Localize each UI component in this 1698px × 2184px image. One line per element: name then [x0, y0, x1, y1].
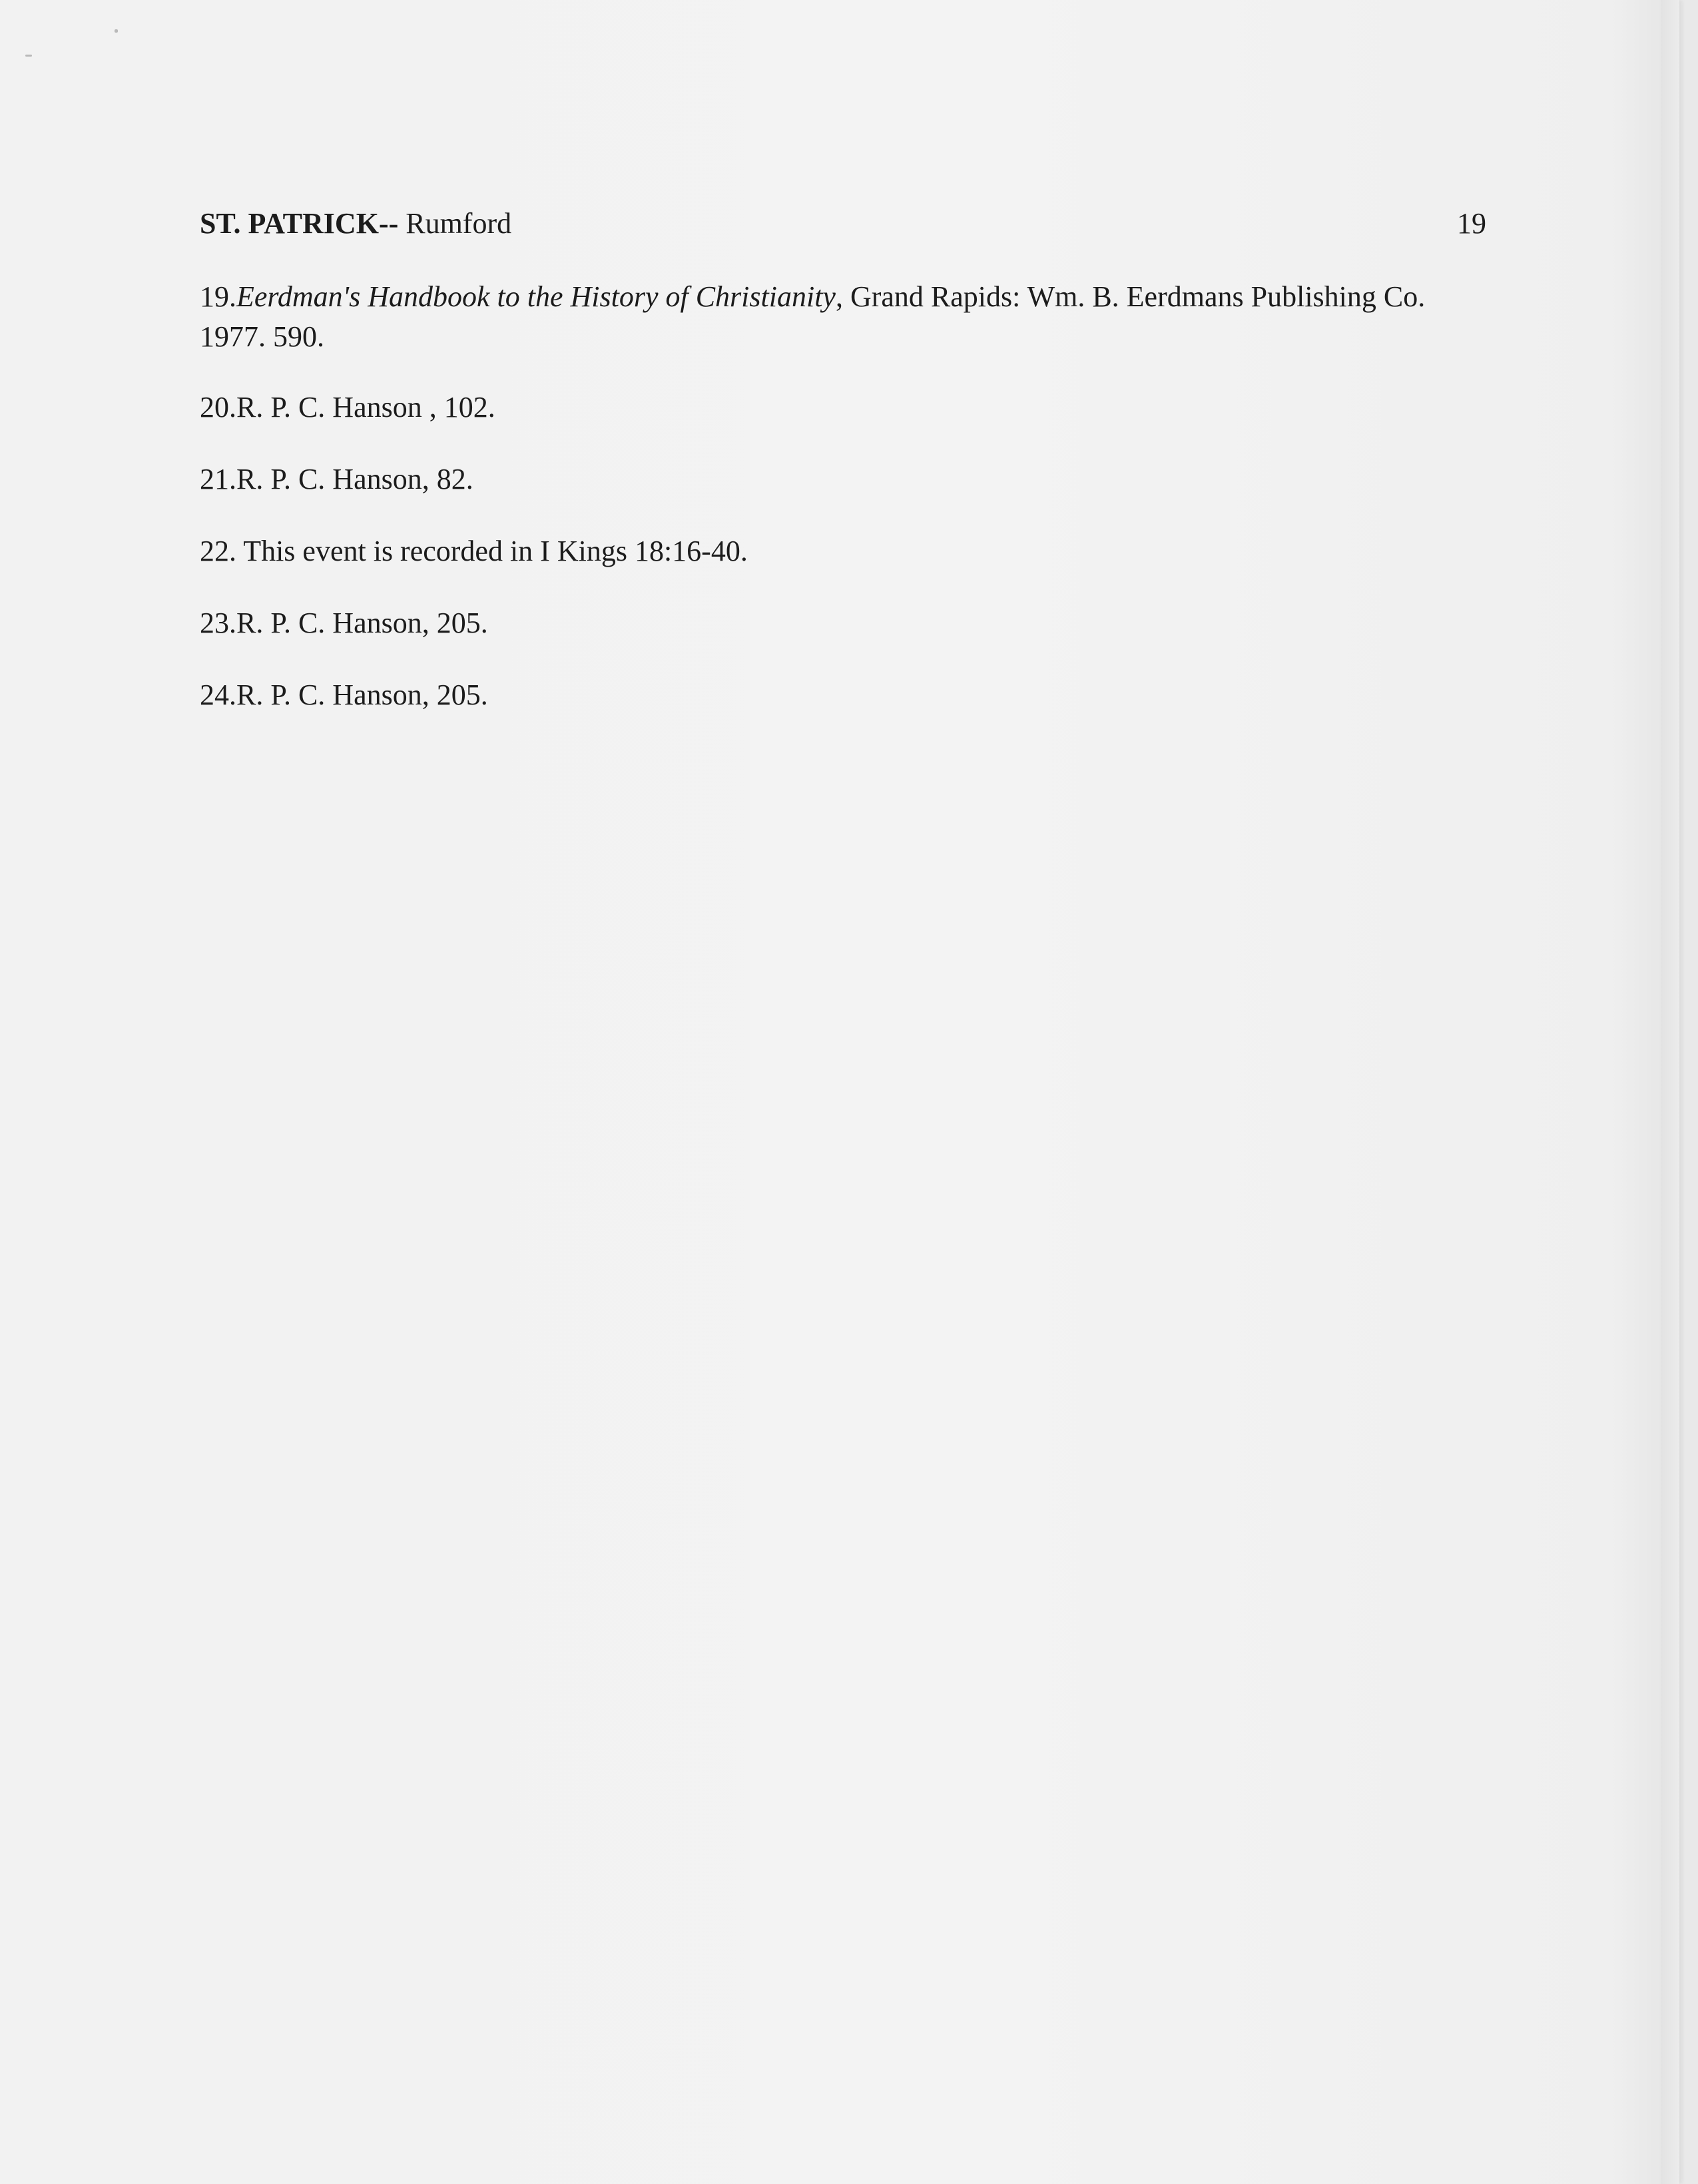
endnote-21: 21.R. P. C. Hanson, 82. [200, 463, 473, 495]
endnote-number: 19. [200, 280, 236, 313]
endnote-23: 23.R. P. C. Hanson, 205. [200, 607, 488, 639]
header-title-author: Rumford [398, 207, 512, 240]
page-number: 19 [1457, 207, 1486, 240]
book-title: Eerdman's Handbook to the History of Christianity [236, 280, 836, 313]
scan-speck [25, 55, 32, 57]
endnote-22: 22. This event is recorded in I Kings 18:16-40. [200, 535, 748, 567]
scan-speck [115, 29, 118, 33]
page-edge-shadow [1661, 0, 1679, 2184]
running-header [200, 204, 511, 244]
endnote-text: , Grand Rapids: Wm. B. Eerdmans Publishing Co. 1977. 590. [200, 280, 1426, 353]
endnotes-list [200, 277, 1465, 747]
endnote-19 [200, 277, 1465, 357]
endnote-20: 20.R. P. C. Hanson , 102. [200, 391, 495, 423]
header-title-bold: ST. PATRICK-- [200, 207, 399, 240]
endnote-24: 24.R. P. C. Hanson, 205. [200, 679, 488, 711]
